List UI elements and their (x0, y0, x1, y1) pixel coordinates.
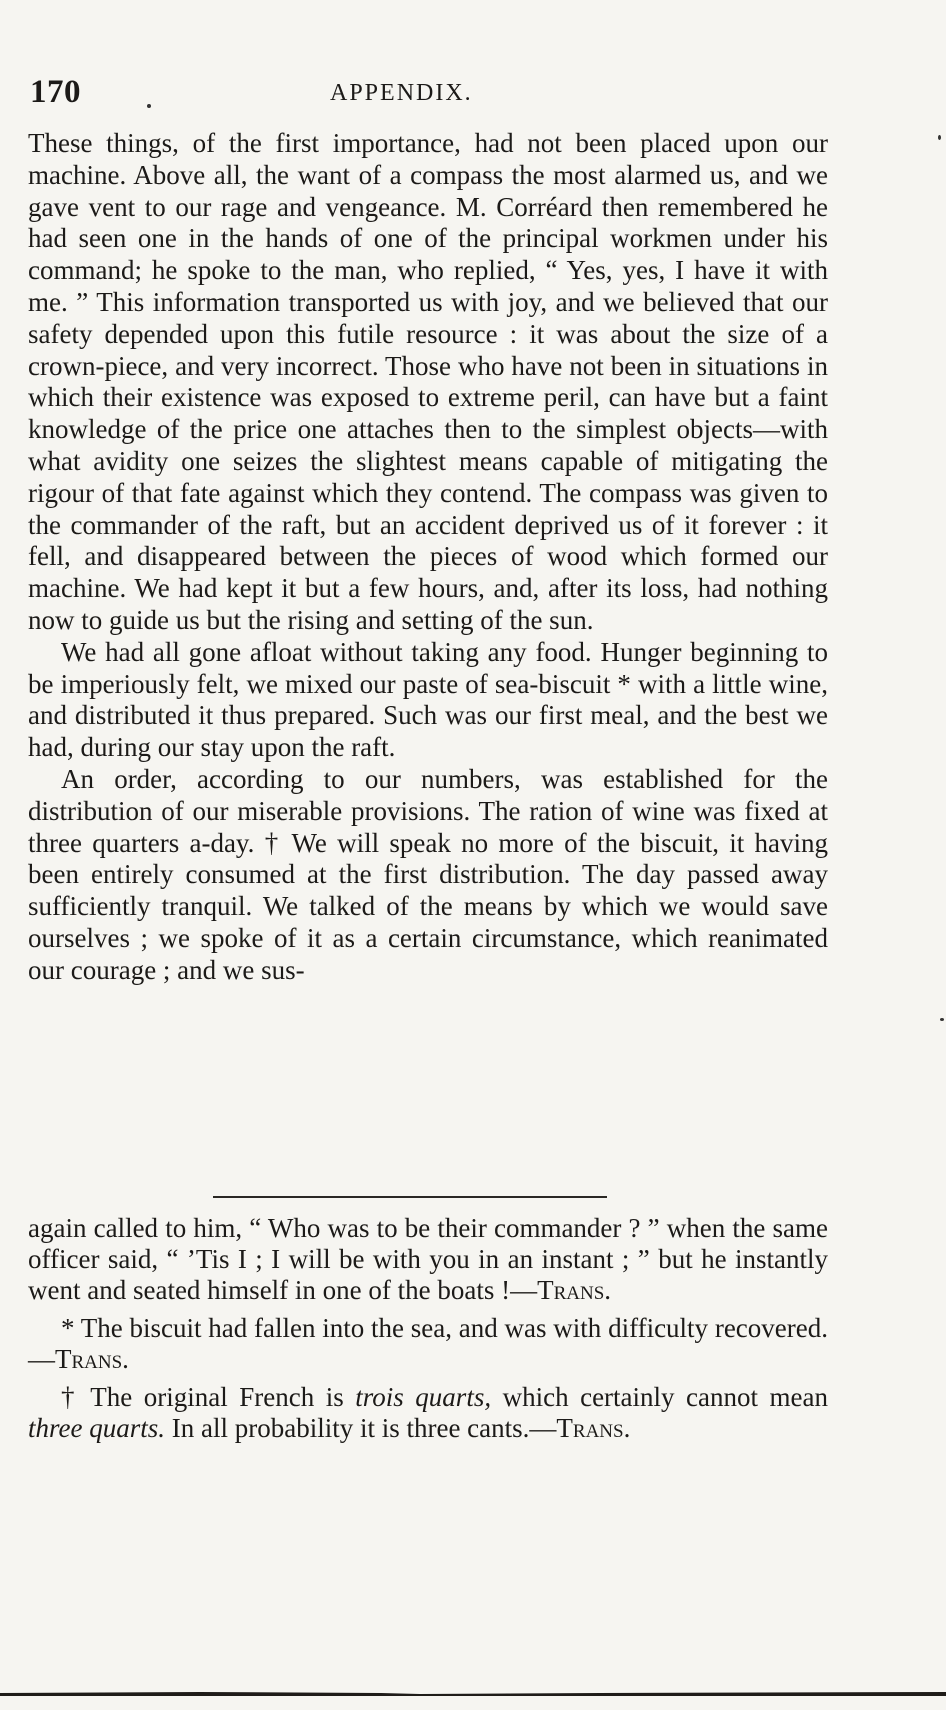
page-number: 170 (30, 74, 81, 110)
trans-label: Trans. (556, 1413, 631, 1443)
footnote-star (28, 1313, 828, 1375)
page-edge-shadow (0, 1690, 946, 1698)
page-bottom-edge (0, 1690, 946, 1698)
footnote-continued-text: again called to him, “ Who was to be their commander ? ” when the same officer said, “ ’Tis I ; I will be with you in an instant ; ” but he instantly went and seated himself in one of the boats !— (28, 1213, 828, 1305)
footnote-dagger-english: three quarts. (28, 1413, 165, 1443)
ink-speck (940, 1018, 944, 1021)
footnotes (28, 1213, 828, 1451)
running-head: APPENDIX. (330, 80, 473, 106)
trans-label: Trans. (537, 1275, 612, 1305)
ink-speck (938, 135, 941, 140)
paragraph-compass: These things, of the first importance, had not been placed upon our machine. Above all, the want of a compass the most alarmed us, and we gave vent to our rage and vengeance. M. Corréard then remembered he had seen one in the hands of one of the principal workmen under his command; he spoke to the man, who replied, “ Yes, yes, I have it with me. ” This information transported us with joy, and we believed that our safety depended upon this futile resource : it was about the size of a crown-piece, and very incorrect. Those who have not been in situations in which their existence was exposed to extreme peril, can have but a faint knowledge of the price one attaches then to the simplest objects—with what avidity one seizes the slightest means capable of mitigating the rigour of that fate against which they contend. The compass was given to the commander of the raft, but an accident deprived us of it forever : it fell, and disappeared between the pieces of wood which formed our machine. We had kept it but a few hours, and, after its loss, had nothing now to guide us but the rising and setting of the sun. (28, 128, 828, 635)
footnote-dagger (28, 1382, 828, 1444)
paragraph-food: We had all gone afloat without taking any food. Hunger beginning to be imperiously felt, we mixed our paste of sea-biscuit * with a little wine, and distributed it thus prepared. Such was our first meal, and the best we had, during our stay upon the raft. (28, 636, 828, 763)
footnote-star-text: * The biscuit had fallen into the sea, and was with difficulty recovered.— (28, 1313, 828, 1374)
paragraph-rations: An order, according to our numbers, was established for the distribution of our miserable provisions. The ration of wine was fixed at three quarters a-day. † We will speak no more of the biscuit, it having been entirely consumed at the first distribution. The day passed away sufficiently tranquil. We talked of the means by which we would save ourselves ; we spoke of it as a certain circumstance, which reanimated our courage ; and we sus- (28, 763, 828, 985)
page-header (30, 74, 830, 114)
footnote-dagger-text: which certainly cannot mean (491, 1382, 828, 1412)
footnote-dagger-text: In all probability it is three cants.— (165, 1413, 557, 1443)
trans-label: Trans. (55, 1344, 129, 1374)
footnote-divider (213, 1196, 607, 1198)
footnote-dagger-french: trois quarts, (355, 1382, 492, 1412)
footnote-dagger-text: † The original French is (61, 1382, 356, 1412)
main-text (28, 128, 828, 987)
footnote-continued (28, 1213, 828, 1306)
ink-speck (147, 104, 151, 108)
